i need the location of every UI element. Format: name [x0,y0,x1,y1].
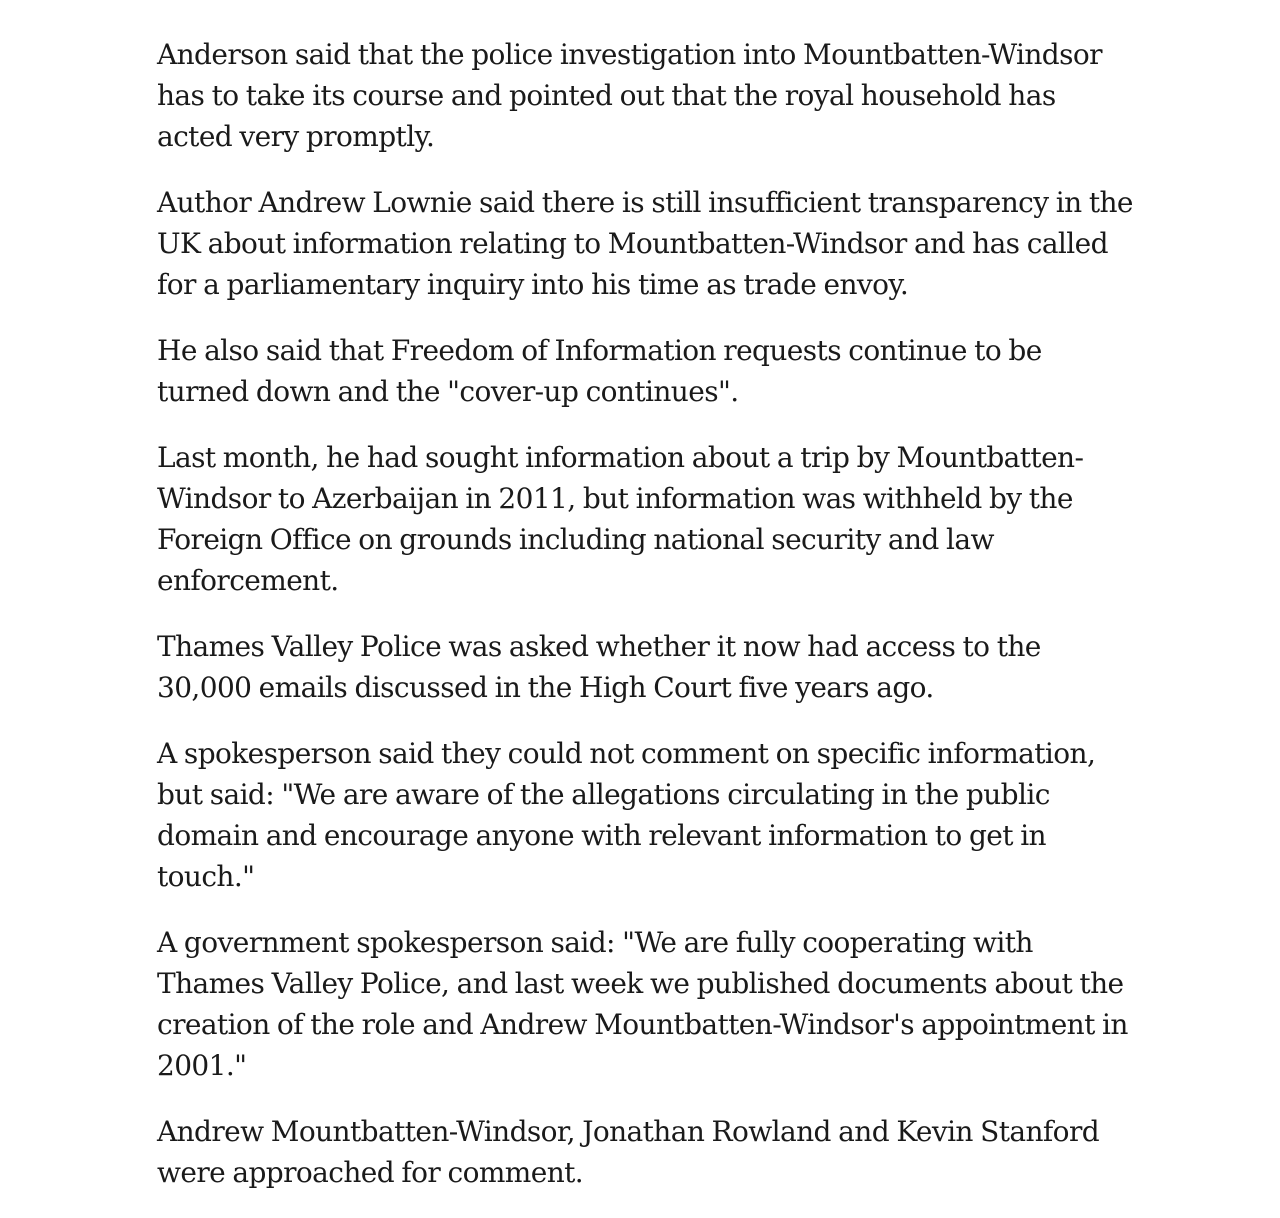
article-paragraph: Last month, he had sought information about a trip by Mountbatten-Windsor to Azerbaijan in 2011, but information was withheld by the Foreign Office on grounds including national security and law enforcement. [157,441,1084,597]
article-paragraph: Anderson said that the police investigation into Mountbatten-Windsor has to take its course and pointed out that the royal household has acted very promptly. [157,38,1102,153]
article-paragraph: Thames Valley Police was asked whether it now had access to the 30,000 emails discussed in the High Court five years ago. [157,630,1041,704]
article-paragraph: Author Andrew Lownie said there is still insufficient transparency in the UK about information relating to Mountbatten-Windsor and has called for a parliamentary inquiry into his time as trade envoy. [157,186,1133,301]
article-paragraph: A government spokesperson said: "We are fully cooperating with Thames Valley Police, and last week we published documents about the creation of the role and Andrew Mountbatten-Windsor's appointment in 2001." [157,926,1128,1082]
article-paragraph: Andrew Mountbatten-Windsor, Jonathan Rowland and Kevin Stanford were approached for comment. [157,1115,1100,1189]
article-body [157,34,1137,1218]
article-paragraph: A spokesperson said they could not comment on specific information, but said: "We are aware of the allegations circulating in the public domain and encourage anyone with relevant information to get in touch." [157,737,1096,893]
article-paragraph: He also said that Freedom of Information requests continue to be turned down and the "cover-up continues". [157,334,1042,408]
